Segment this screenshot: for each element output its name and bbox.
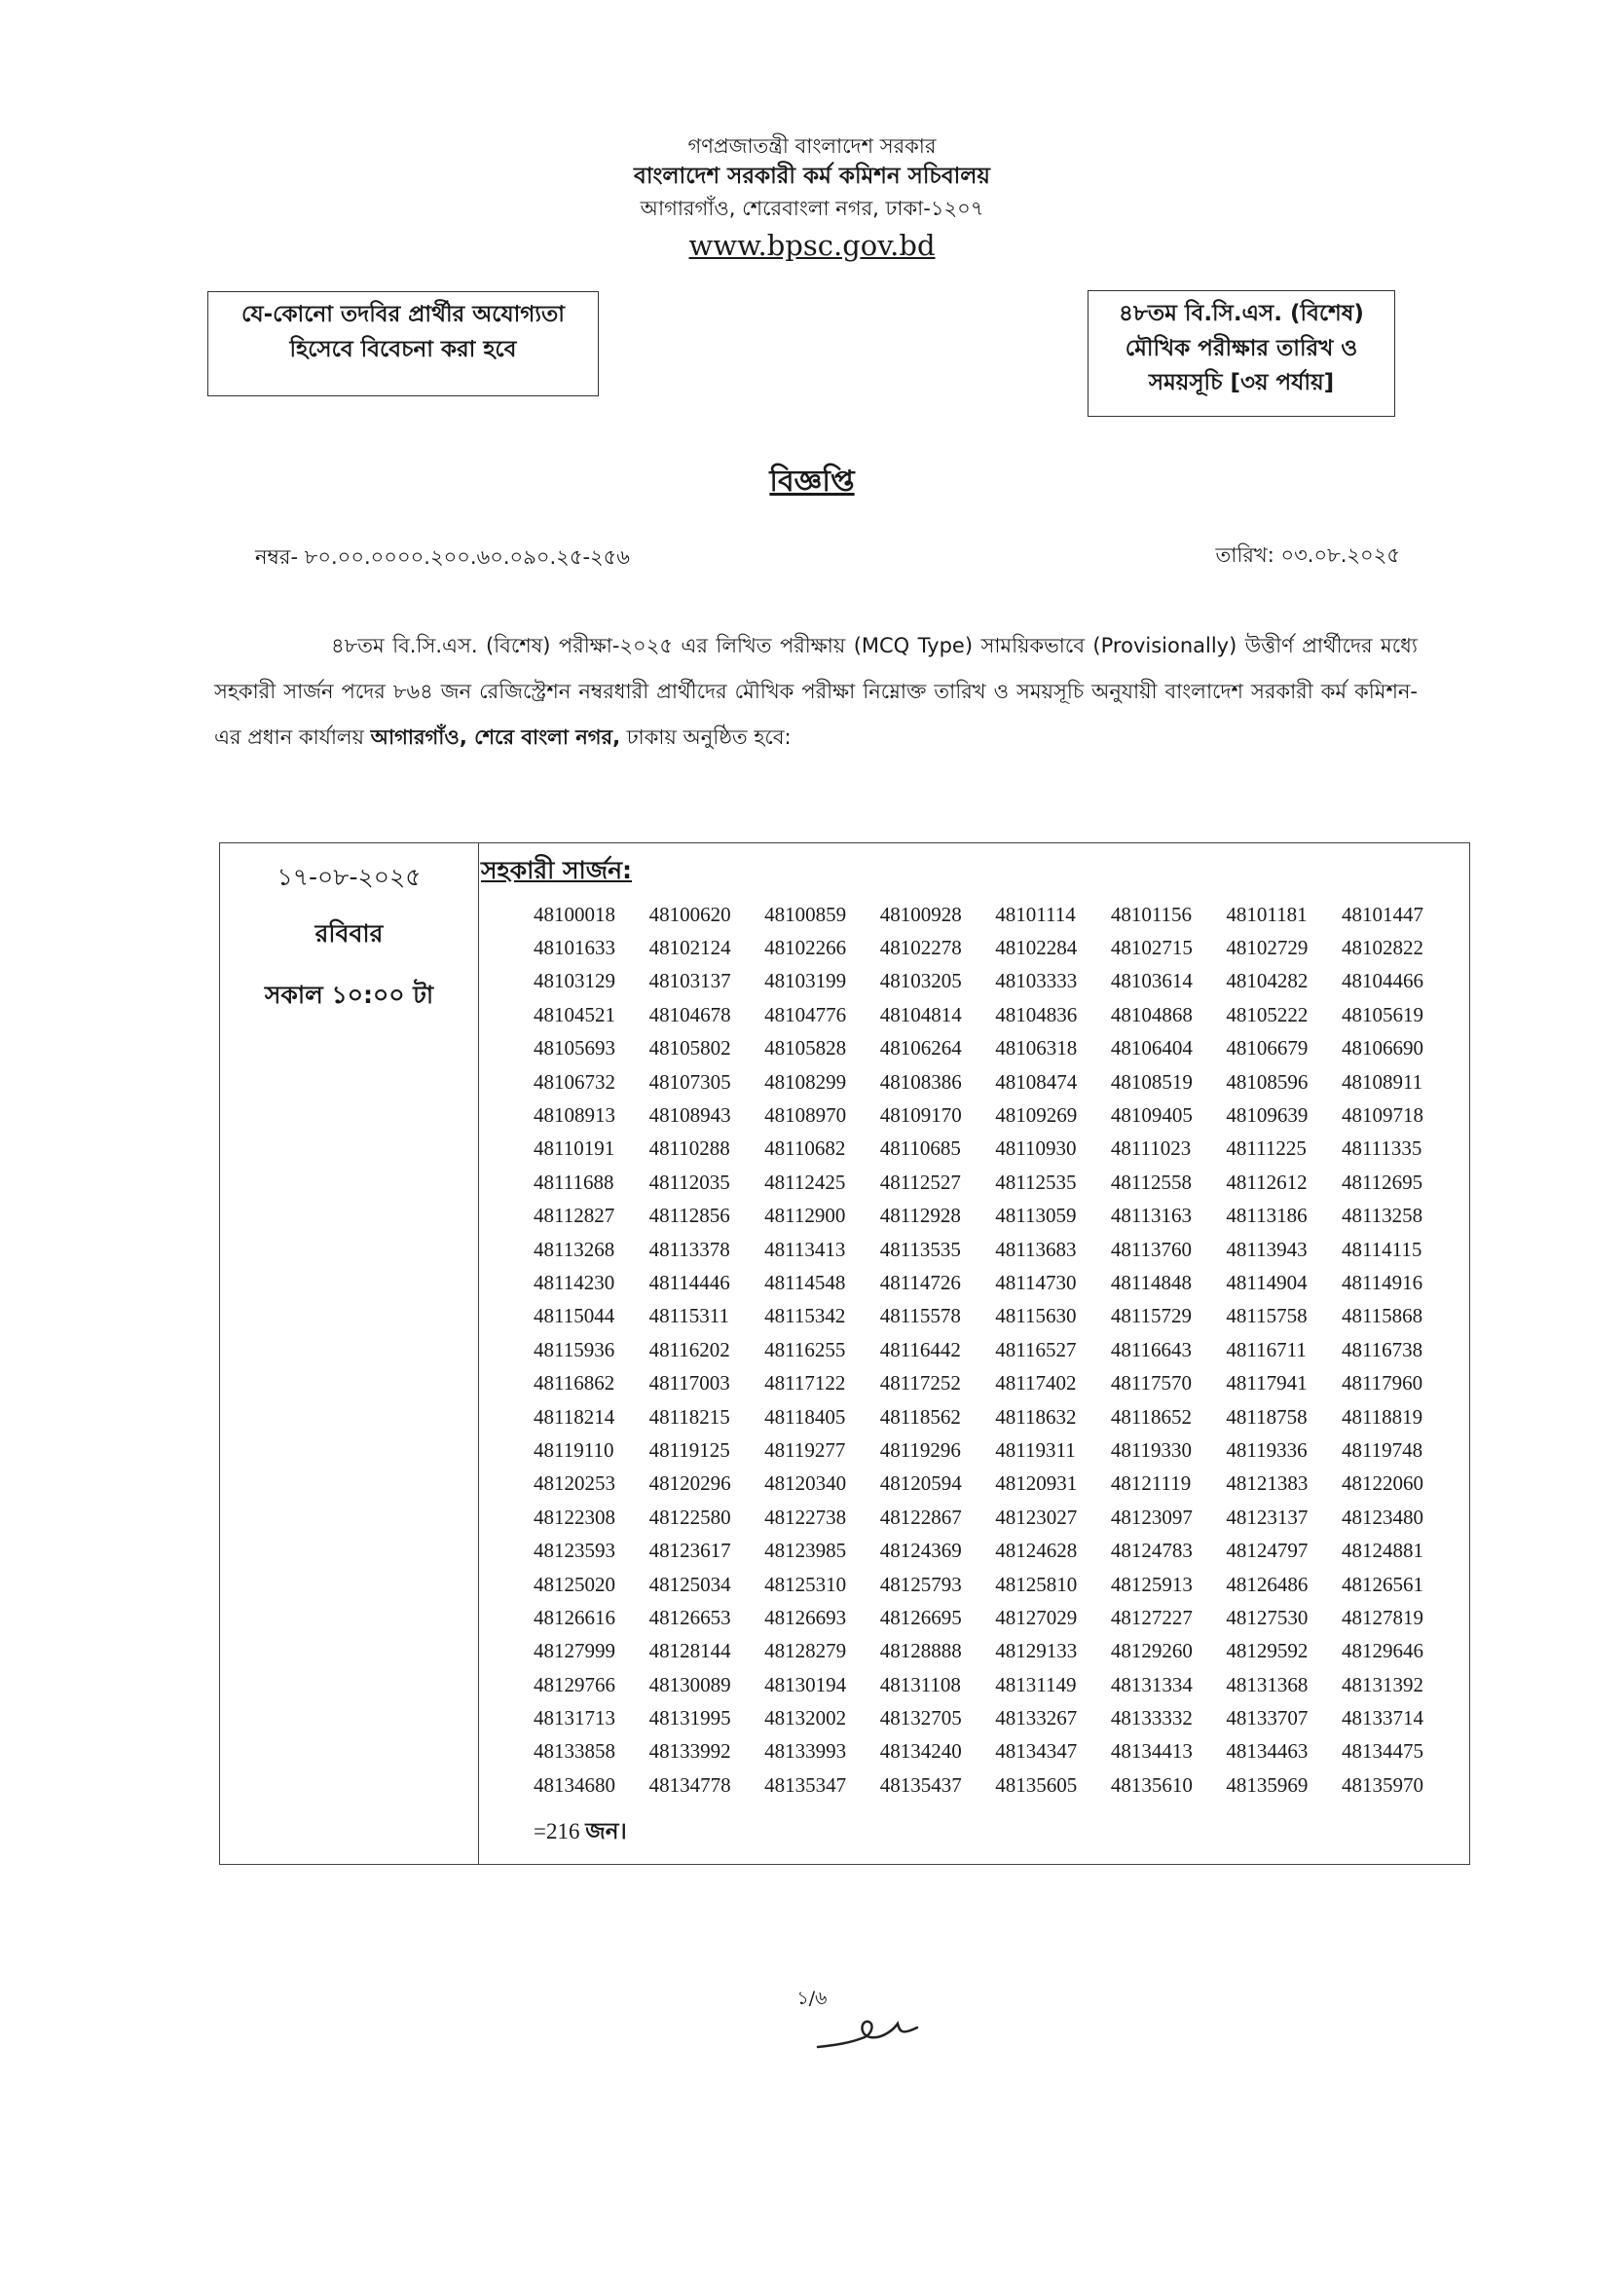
registration-number: 48120594: [879, 1471, 962, 1496]
registration-number: 48125020: [534, 1572, 615, 1596]
registration-number: 48126695: [879, 1605, 962, 1629]
registration-number: 48127029: [995, 1605, 1078, 1629]
registration-number: 48109405: [1110, 1103, 1193, 1128]
registration-number: 48122867: [879, 1505, 962, 1529]
registration-number: 48118405: [764, 1404, 846, 1429]
letterhead: [0, 131, 1624, 266]
registration-number: 48135610: [1110, 1772, 1193, 1797]
schedule-table: [219, 842, 1470, 1865]
exam-info-box: [1088, 290, 1395, 417]
registration-number: 48118215: [648, 1404, 730, 1429]
roll-row: [534, 1400, 1449, 1433]
registration-number: 48117960: [1341, 1371, 1423, 1395]
registration-number: 48103129: [534, 969, 615, 993]
registration-number: 48112695: [1341, 1170, 1423, 1194]
registration-number: 48111225: [1226, 1136, 1307, 1161]
registration-number: 48117252: [879, 1371, 961, 1395]
registration-number: 48100859: [764, 902, 847, 926]
exam-line-2: মৌখিক পরীক্ষার তারিখ ও: [1125, 335, 1358, 361]
registration-number: 48114904: [1226, 1270, 1308, 1294]
registration-number: 48113413: [764, 1237, 846, 1261]
registration-number: 48118819: [1341, 1404, 1423, 1429]
registration-number: 48104836: [995, 1002, 1078, 1026]
registration-number: 48118214: [534, 1404, 615, 1429]
registration-number: 48131713: [534, 1706, 615, 1730]
registration-number: 48115936: [534, 1337, 615, 1361]
roll-row: [534, 1166, 1449, 1199]
schedule-date: ১৭-০৮-২০২৫: [277, 863, 422, 891]
registration-number: 48111688: [534, 1170, 614, 1194]
registration-number: 48104466: [1341, 969, 1423, 993]
registration-number: 48127530: [1226, 1605, 1309, 1629]
registration-number: 48123985: [764, 1539, 847, 1563]
registration-number: 48115758: [1226, 1304, 1308, 1328]
registration-number: 48113186: [1226, 1204, 1308, 1228]
roll-row: [534, 1534, 1449, 1567]
registration-number: 48106404: [1110, 1036, 1193, 1061]
registration-number: 48115044: [534, 1304, 615, 1328]
roll-row: [534, 931, 1449, 964]
total-unit: জন।: [585, 1819, 627, 1843]
registration-number: 48125034: [648, 1572, 731, 1596]
registration-number: 48113258: [1341, 1204, 1423, 1228]
registration-number: 48116202: [648, 1337, 730, 1361]
registration-number: 48106264: [879, 1036, 962, 1061]
registration-number: 48123480: [1341, 1505, 1423, 1529]
roll-row: [534, 1735, 1449, 1768]
registration-number: 48114548: [764, 1270, 846, 1294]
registration-number: 48108386: [879, 1069, 962, 1094]
registration-number: 48129766: [534, 1672, 615, 1696]
registration-number: 48109718: [1341, 1103, 1423, 1128]
registration-number: 48112827: [534, 1204, 615, 1228]
registration-number: 48133993: [764, 1739, 847, 1764]
candidate-cell: [479, 843, 1469, 1864]
registration-number: 48102284: [995, 936, 1078, 960]
exam-line-1: ৪৮তম বি.সি.এস. (বিশেষ): [1119, 301, 1364, 326]
registration-number: 48112035: [648, 1170, 730, 1194]
registration-number: 48114730: [995, 1270, 1077, 1294]
registration-number: 48122060: [1341, 1471, 1423, 1496]
registration-number: 48113760: [1110, 1237, 1193, 1261]
registration-number: 48132705: [879, 1706, 962, 1730]
registration-number: 48123617: [648, 1539, 731, 1563]
registration-number: 48129592: [1226, 1639, 1309, 1663]
registration-number: 48113268: [534, 1237, 615, 1261]
registration-number: 48102124: [648, 936, 731, 960]
registration-number: 48133267: [995, 1706, 1078, 1730]
registration-number: 48120931: [995, 1471, 1078, 1496]
registration-number: 48108519: [1110, 1069, 1193, 1094]
registration-number: 48102278: [879, 936, 962, 960]
registration-number: 48114726: [879, 1270, 961, 1294]
registration-number: 48104282: [1226, 969, 1309, 993]
registration-number: 48115868: [1341, 1304, 1423, 1328]
roll-row: [534, 1501, 1449, 1534]
registration-number: 48106318: [995, 1036, 1078, 1061]
registration-number: 48133714: [1341, 1706, 1423, 1730]
registration-number: 48103205: [879, 969, 962, 993]
roll-row: [534, 1568, 1449, 1601]
registration-number: 48102822: [1341, 936, 1423, 960]
registration-number: 48135970: [1341, 1772, 1423, 1797]
registration-number: 48105222: [1226, 1002, 1309, 1026]
registration-number: 48116255: [764, 1337, 846, 1361]
registration-number: 48128144: [648, 1639, 731, 1663]
registration-number: 48131392: [1341, 1672, 1423, 1696]
registration-number: 48121119: [1110, 1471, 1192, 1496]
registration-number: 48128888: [879, 1639, 962, 1663]
registration-number: 48133858: [534, 1739, 615, 1764]
registration-number: 48124881: [1341, 1539, 1423, 1563]
registration-number: 48110288: [648, 1136, 730, 1161]
registration-number: 48110930: [995, 1136, 1077, 1161]
registration-number: 48108299: [764, 1069, 847, 1094]
roll-row: [534, 1065, 1449, 1098]
registration-number: 48104814: [879, 1002, 962, 1026]
registration-number: 48113378: [648, 1237, 730, 1261]
registration-number: 48112612: [1226, 1170, 1308, 1194]
roll-row: [534, 1701, 1449, 1734]
page-number: ১/৬: [796, 1988, 828, 2009]
registration-number: 48100928: [879, 902, 962, 926]
registration-number: 48108970: [764, 1103, 847, 1128]
registration-number: 48123097: [1110, 1505, 1193, 1529]
roll-row: [534, 1601, 1449, 1634]
registration-number: 48133332: [1110, 1706, 1193, 1730]
registration-number: 48122580: [648, 1505, 731, 1529]
roll-row: [534, 998, 1449, 1031]
registration-number: 48108943: [648, 1103, 731, 1128]
registration-number: 48135605: [995, 1772, 1078, 1797]
post-title: সহকারী সার্জন:: [481, 856, 633, 884]
total-candidates: [534, 1813, 627, 1851]
registration-number: 48111335: [1341, 1136, 1422, 1161]
roll-row: [534, 1333, 1449, 1366]
roll-row: [534, 1266, 1449, 1299]
registration-number: 48102715: [1110, 936, 1193, 960]
registration-number: 48118562: [879, 1404, 961, 1429]
registration-number: 48118758: [1226, 1404, 1308, 1429]
registration-number: 48119277: [764, 1437, 846, 1462]
registration-number: 48114230: [534, 1270, 615, 1294]
registration-number: 48116711: [1226, 1337, 1307, 1361]
registration-number: 48106679: [1226, 1036, 1309, 1061]
registration-number: 48116442: [879, 1337, 961, 1361]
government-name: গণপ্রজাতন্ত্রী বাংলাদেশ সরকার: [687, 134, 937, 158]
registration-number: 48119748: [1341, 1437, 1423, 1462]
registration-number: 48131149: [995, 1672, 1077, 1696]
roll-row: [534, 1233, 1449, 1266]
registration-number: 48125913: [1110, 1572, 1193, 1596]
registration-number: 48115578: [879, 1304, 961, 1328]
registration-number: 48120296: [648, 1471, 731, 1496]
body-text: ৪৮তম বি.সি.এস. (বিশেষ) পরীক্ষা-২০২৫ এর লিখিত পরীক্ষায় (MCQ Type) সাময়িকভাবে (Provisionally) উত্তীর্ণ প্রার্থীদের মধ্যে সহকারী সার্জন পদের ৮৬৪ জন রেজিস্ট্রেশন নম্বরধারী প্রার্থীদের মৌখিক পরীক্ষা নিম্নোক্ত তারিখ ও সময়সূচি অনুযায়ী বাংলাদেশ সরকারী কর্ম কমিশন-এর প্রধান কার্যালয়: [214, 634, 1418, 749]
registration-number: 48112900: [764, 1204, 846, 1228]
registration-number: 48115311: [648, 1304, 730, 1328]
registration-number: 48134347: [995, 1739, 1078, 1764]
registration-number: 48116738: [1341, 1337, 1423, 1361]
registration-number: 48117570: [1110, 1371, 1193, 1395]
registration-number-list: [534, 898, 1449, 1803]
registration-number: 48114115: [1341, 1237, 1422, 1261]
registration-number: 48125810: [995, 1572, 1078, 1596]
registration-number: 48133992: [648, 1739, 731, 1764]
registration-number: 48127819: [1341, 1605, 1423, 1629]
registration-number: 48131368: [1226, 1672, 1309, 1696]
registration-number: 48110191: [534, 1136, 615, 1161]
registration-number: 48126693: [764, 1605, 847, 1629]
registration-number: 48110685: [879, 1136, 961, 1161]
registration-number: 48122738: [764, 1505, 847, 1529]
registration-number: 48106732: [534, 1069, 615, 1094]
registration-number: 48112527: [879, 1170, 961, 1194]
registration-number: 48123593: [534, 1539, 615, 1563]
registration-number: 48105693: [534, 1036, 615, 1061]
registration-number: 48135347: [764, 1772, 847, 1797]
registration-number: 48109269: [995, 1103, 1078, 1128]
registration-number: 48120340: [764, 1471, 847, 1496]
registration-number: 48118632: [995, 1404, 1077, 1429]
registration-number: 48121383: [1226, 1471, 1309, 1496]
registration-number: 48108913: [534, 1103, 615, 1128]
schedule-datetime-cell: [220, 843, 479, 1864]
registration-number: 48123027: [995, 1505, 1078, 1529]
registration-number: 48131334: [1110, 1672, 1193, 1696]
registration-number: 48119311: [995, 1437, 1076, 1462]
roll-row: [534, 1300, 1449, 1333]
exam-line-3: সময়সূচি [৩য় পর্যায়]: [1148, 370, 1335, 396]
registration-number: 48108911: [1341, 1069, 1423, 1094]
schedule-time: সকাল ১০:০০ টা: [264, 981, 434, 1009]
registration-number: 48103199: [764, 969, 847, 993]
registration-number: 48124797: [1226, 1539, 1309, 1563]
registration-number: 48101114: [995, 902, 1076, 926]
registration-number: 48134778: [648, 1772, 731, 1797]
roll-row: [534, 1366, 1449, 1399]
registration-number: 48126653: [648, 1605, 731, 1629]
registration-number: 48128279: [764, 1639, 847, 1663]
body-location: আগারগাঁও, শেরে বাংলা নগর,: [370, 726, 621, 749]
registration-number: 48133707: [1226, 1706, 1309, 1730]
registration-number: 48115342: [764, 1304, 846, 1328]
registration-number: 48119125: [648, 1437, 730, 1462]
registration-number: 48100018: [534, 902, 615, 926]
registration-number: 48105619: [1341, 1002, 1423, 1026]
registration-number: 48113683: [995, 1237, 1077, 1261]
registration-number: 48124783: [1110, 1539, 1193, 1563]
registration-number: 48112535: [995, 1170, 1077, 1194]
roll-row: [534, 1433, 1449, 1467]
body-text-end: ঢাকায় অনুষ্ঠিত হবে:: [620, 726, 792, 749]
registration-number: 48130089: [648, 1672, 731, 1696]
roll-row: [534, 1032, 1449, 1065]
registration-number: 48131995: [648, 1706, 731, 1730]
registration-number: 48103614: [1110, 969, 1193, 993]
registration-number: 48129646: [1341, 1639, 1423, 1663]
registration-number: 48134463: [1226, 1739, 1309, 1764]
registration-number: 48134475: [1341, 1739, 1423, 1764]
registration-number: 48108596: [1226, 1069, 1309, 1094]
registration-number: 48126486: [1226, 1572, 1309, 1596]
registration-number: 48116527: [995, 1337, 1077, 1361]
registration-number: 48131108: [879, 1672, 961, 1696]
commission-address: আগারগাঁও, শেরেবাংলা নগর, ঢাকা-১২০৭: [640, 196, 984, 220]
registration-number: 48112558: [1110, 1170, 1193, 1194]
website-link[interactable]: www.bpsc.gov.bd: [688, 229, 936, 263]
roll-row: [534, 1635, 1449, 1668]
registration-number: 48102729: [1226, 936, 1309, 960]
registration-number: 48110682: [764, 1136, 846, 1161]
registration-number: 48101447: [1341, 902, 1423, 926]
registration-number: 48116862: [534, 1371, 615, 1395]
registration-number: 48102266: [764, 936, 847, 960]
registration-number: 48109639: [1226, 1103, 1309, 1128]
registration-number: 48119330: [1110, 1437, 1193, 1462]
registration-number: 48104868: [1110, 1002, 1193, 1026]
registration-number: 48103137: [648, 969, 731, 993]
registration-number: 48115630: [995, 1304, 1077, 1328]
registration-number: 48111023: [1110, 1136, 1192, 1161]
registration-number: 48126561: [1341, 1572, 1423, 1596]
registration-number: 48113163: [1110, 1204, 1193, 1228]
total-number: =216: [534, 1819, 580, 1843]
registration-number: 48101181: [1226, 902, 1308, 926]
warning-box: [207, 291, 599, 396]
registration-number: 48105802: [648, 1036, 731, 1061]
registration-number: 48104521: [534, 1002, 615, 1026]
registration-number: 48116643: [1110, 1337, 1193, 1361]
roll-row: [534, 1768, 1449, 1802]
signature-mark: [816, 2006, 923, 2055]
registration-number: 48105828: [764, 1036, 847, 1061]
registration-number: 48117402: [995, 1371, 1077, 1395]
registration-number: 48104776: [764, 1002, 847, 1026]
registration-number: 48113535: [879, 1237, 961, 1261]
registration-number: 48127999: [534, 1639, 615, 1663]
registration-number: 48114848: [1110, 1270, 1193, 1294]
registration-number: 48125310: [764, 1572, 847, 1596]
registration-number: 48126616: [534, 1605, 615, 1629]
schedule-day: রবিবার: [314, 919, 384, 948]
registration-number: 48129260: [1110, 1639, 1193, 1663]
registration-number: 48123137: [1226, 1505, 1309, 1529]
roll-row: [534, 1668, 1449, 1701]
registration-number: 48113059: [995, 1204, 1077, 1228]
registration-number: 48119296: [879, 1437, 961, 1462]
reference-date: তারিখ: ০৩.০৮.২০২৫: [1215, 543, 1400, 567]
registration-number: 48101633: [534, 936, 615, 960]
registration-number: 48112928: [879, 1204, 961, 1228]
registration-number: 48122308: [534, 1505, 615, 1529]
registration-number: 48119110: [534, 1437, 614, 1462]
registration-number: 48112856: [648, 1204, 730, 1228]
registration-number: 48117122: [764, 1371, 846, 1395]
warning-line-2: হিসেবে বিবেচনা করা হবে: [289, 336, 517, 362]
registration-number: 48115729: [1110, 1304, 1193, 1328]
registration-number: 48117003: [648, 1371, 730, 1395]
notice-body: [214, 623, 1418, 761]
registration-number: 48108474: [995, 1069, 1078, 1094]
registration-number: 48120253: [534, 1471, 615, 1496]
roll-row: [534, 898, 1449, 931]
roll-row: [534, 1098, 1449, 1132]
registration-number: 48109170: [879, 1103, 962, 1128]
registration-number: 48101156: [1110, 902, 1193, 926]
registration-number: 48135437: [879, 1772, 962, 1797]
registration-number: 48125793: [879, 1572, 962, 1596]
registration-number: 48127227: [1110, 1605, 1193, 1629]
registration-number: 48114446: [648, 1270, 730, 1294]
warning-line-1: যে-কোনো তদবির প্রার্থীর অযোগ্যতা: [241, 302, 565, 327]
roll-row: [534, 965, 1449, 998]
registration-number: 48118652: [1110, 1404, 1193, 1429]
roll-row: [534, 1133, 1449, 1166]
registration-number: 48103333: [995, 969, 1078, 993]
registration-number: 48117941: [1226, 1371, 1308, 1395]
notice-title: বিজ্ঞপ্তি: [769, 465, 855, 499]
registration-number: 48134240: [879, 1739, 962, 1764]
roll-row: [534, 1200, 1449, 1233]
commission-name: বাংলাদেশ সরকারী কর্ম কমিশন সচিবালয়: [634, 164, 990, 190]
registration-number: 48129133: [995, 1639, 1078, 1663]
registration-number: 48132002: [764, 1706, 847, 1730]
registration-number: 48106690: [1341, 1036, 1423, 1061]
registration-number: 48135969: [1226, 1772, 1309, 1797]
registration-number: 48114916: [1341, 1270, 1423, 1294]
registration-number: 48112425: [764, 1170, 846, 1194]
roll-row: [534, 1468, 1449, 1501]
registration-number: 48100620: [648, 902, 731, 926]
registration-number: 48134680: [534, 1772, 615, 1797]
registration-number: 48107305: [648, 1069, 731, 1094]
registration-number: 48119336: [1226, 1437, 1308, 1462]
registration-number: 48113943: [1226, 1237, 1308, 1261]
registration-number: 48124628: [995, 1539, 1078, 1563]
registration-number: 48130194: [764, 1672, 847, 1696]
registration-number: 48134413: [1110, 1739, 1193, 1764]
registration-number: 48104678: [648, 1002, 731, 1026]
reference-number: নম্বর- ৮০.০০.০০০০.২০০.৬০.০৯০.২৫-২৫৬: [255, 545, 630, 569]
registration-number: 48124369: [879, 1539, 962, 1563]
